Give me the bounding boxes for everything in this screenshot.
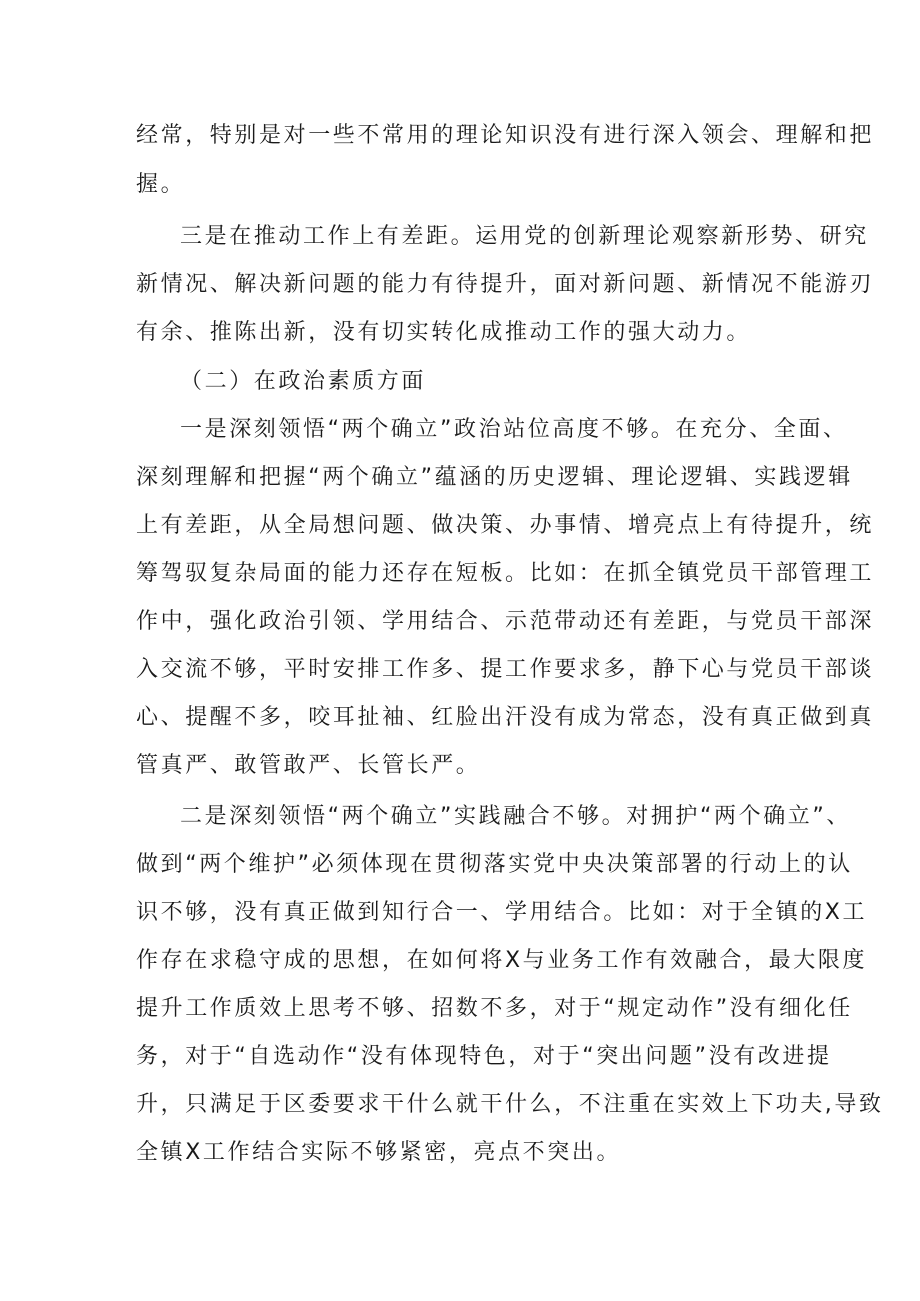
paragraph-first-line: 二是深刻领悟“两个确立”实践融合不够。对拥护“两个确立”、 bbox=[180, 804, 851, 829]
text-line: 全镇X工作结合实际不够紧密，亮点不突出。 bbox=[136, 1140, 622, 1165]
paragraph-first-line: 三是在推动工作上有差距。运用党的创新理论观察新形势、研究 bbox=[180, 224, 869, 249]
text-line: 有余、推陈出新，没有切实转化成推动工作的强大动力。 bbox=[136, 320, 752, 345]
text-line: 筹驾驭复杂局面的能力还存在短板。比如：在抓全镇党员干部管理工 bbox=[136, 561, 875, 586]
text-line: 务，对于“自选动作“没有体现特色，对于“突出问题”没有改进提 bbox=[136, 1044, 832, 1069]
text-line: 握。 bbox=[136, 172, 186, 197]
text-line: 上有差距，从全局想问题、做决策、办事情、增亮点上有待提升，统 bbox=[136, 513, 875, 538]
text-line: 提升工作质效上思考不够、招数不多，对于“规定动作”没有细化任 bbox=[136, 996, 853, 1021]
paragraph-first-line: 一是深刻领悟“两个确立”政治站位高度不够。在充分、全面、 bbox=[180, 417, 848, 442]
text-line: 做到“两个维护”必须体现在贯彻落实党中央决策部署的行动上的认 bbox=[136, 852, 853, 877]
text-line: 心、提醒不多，咬耳扯袖、红脸出汗没有成为常态，没有真正做到真 bbox=[136, 705, 875, 730]
text-line: 升，只满足于区委要求干什么就干什么，不注重在实效上下功夫,导致 bbox=[136, 1092, 884, 1117]
text-line: 作中，强化政治引领、学用结合、示范带动还有差距，与党员干部深 bbox=[136, 609, 875, 634]
text-line: 管真严、敢管敢严、长管长严。 bbox=[136, 753, 481, 778]
text-line: 识不够，没有真正做到知行合一、学用结合。比如：对于全镇的X工 bbox=[136, 900, 868, 925]
text-line: 经常，特别是对一些不常用的理论知识没有进行深入领会、理解和把 bbox=[136, 123, 875, 148]
text-line: 作存在求稳守成的思想，在如何将X与业务工作有效融合，最大限度 bbox=[136, 948, 868, 973]
text-line: 入交流不够，平时安排工作多、提工作要求多，静下心与党员干部谈 bbox=[136, 657, 875, 682]
section-heading: （二）在政治素质方面 bbox=[180, 369, 427, 394]
text-line: 新情况、解决新问题的能力有待提升，面对新问题、新情况不能游刃 bbox=[136, 272, 875, 297]
text-line: 深刻理解和把握“两个确立”蕴涵的历史逻辑、理论逻辑、实践逻辑 bbox=[136, 465, 853, 490]
